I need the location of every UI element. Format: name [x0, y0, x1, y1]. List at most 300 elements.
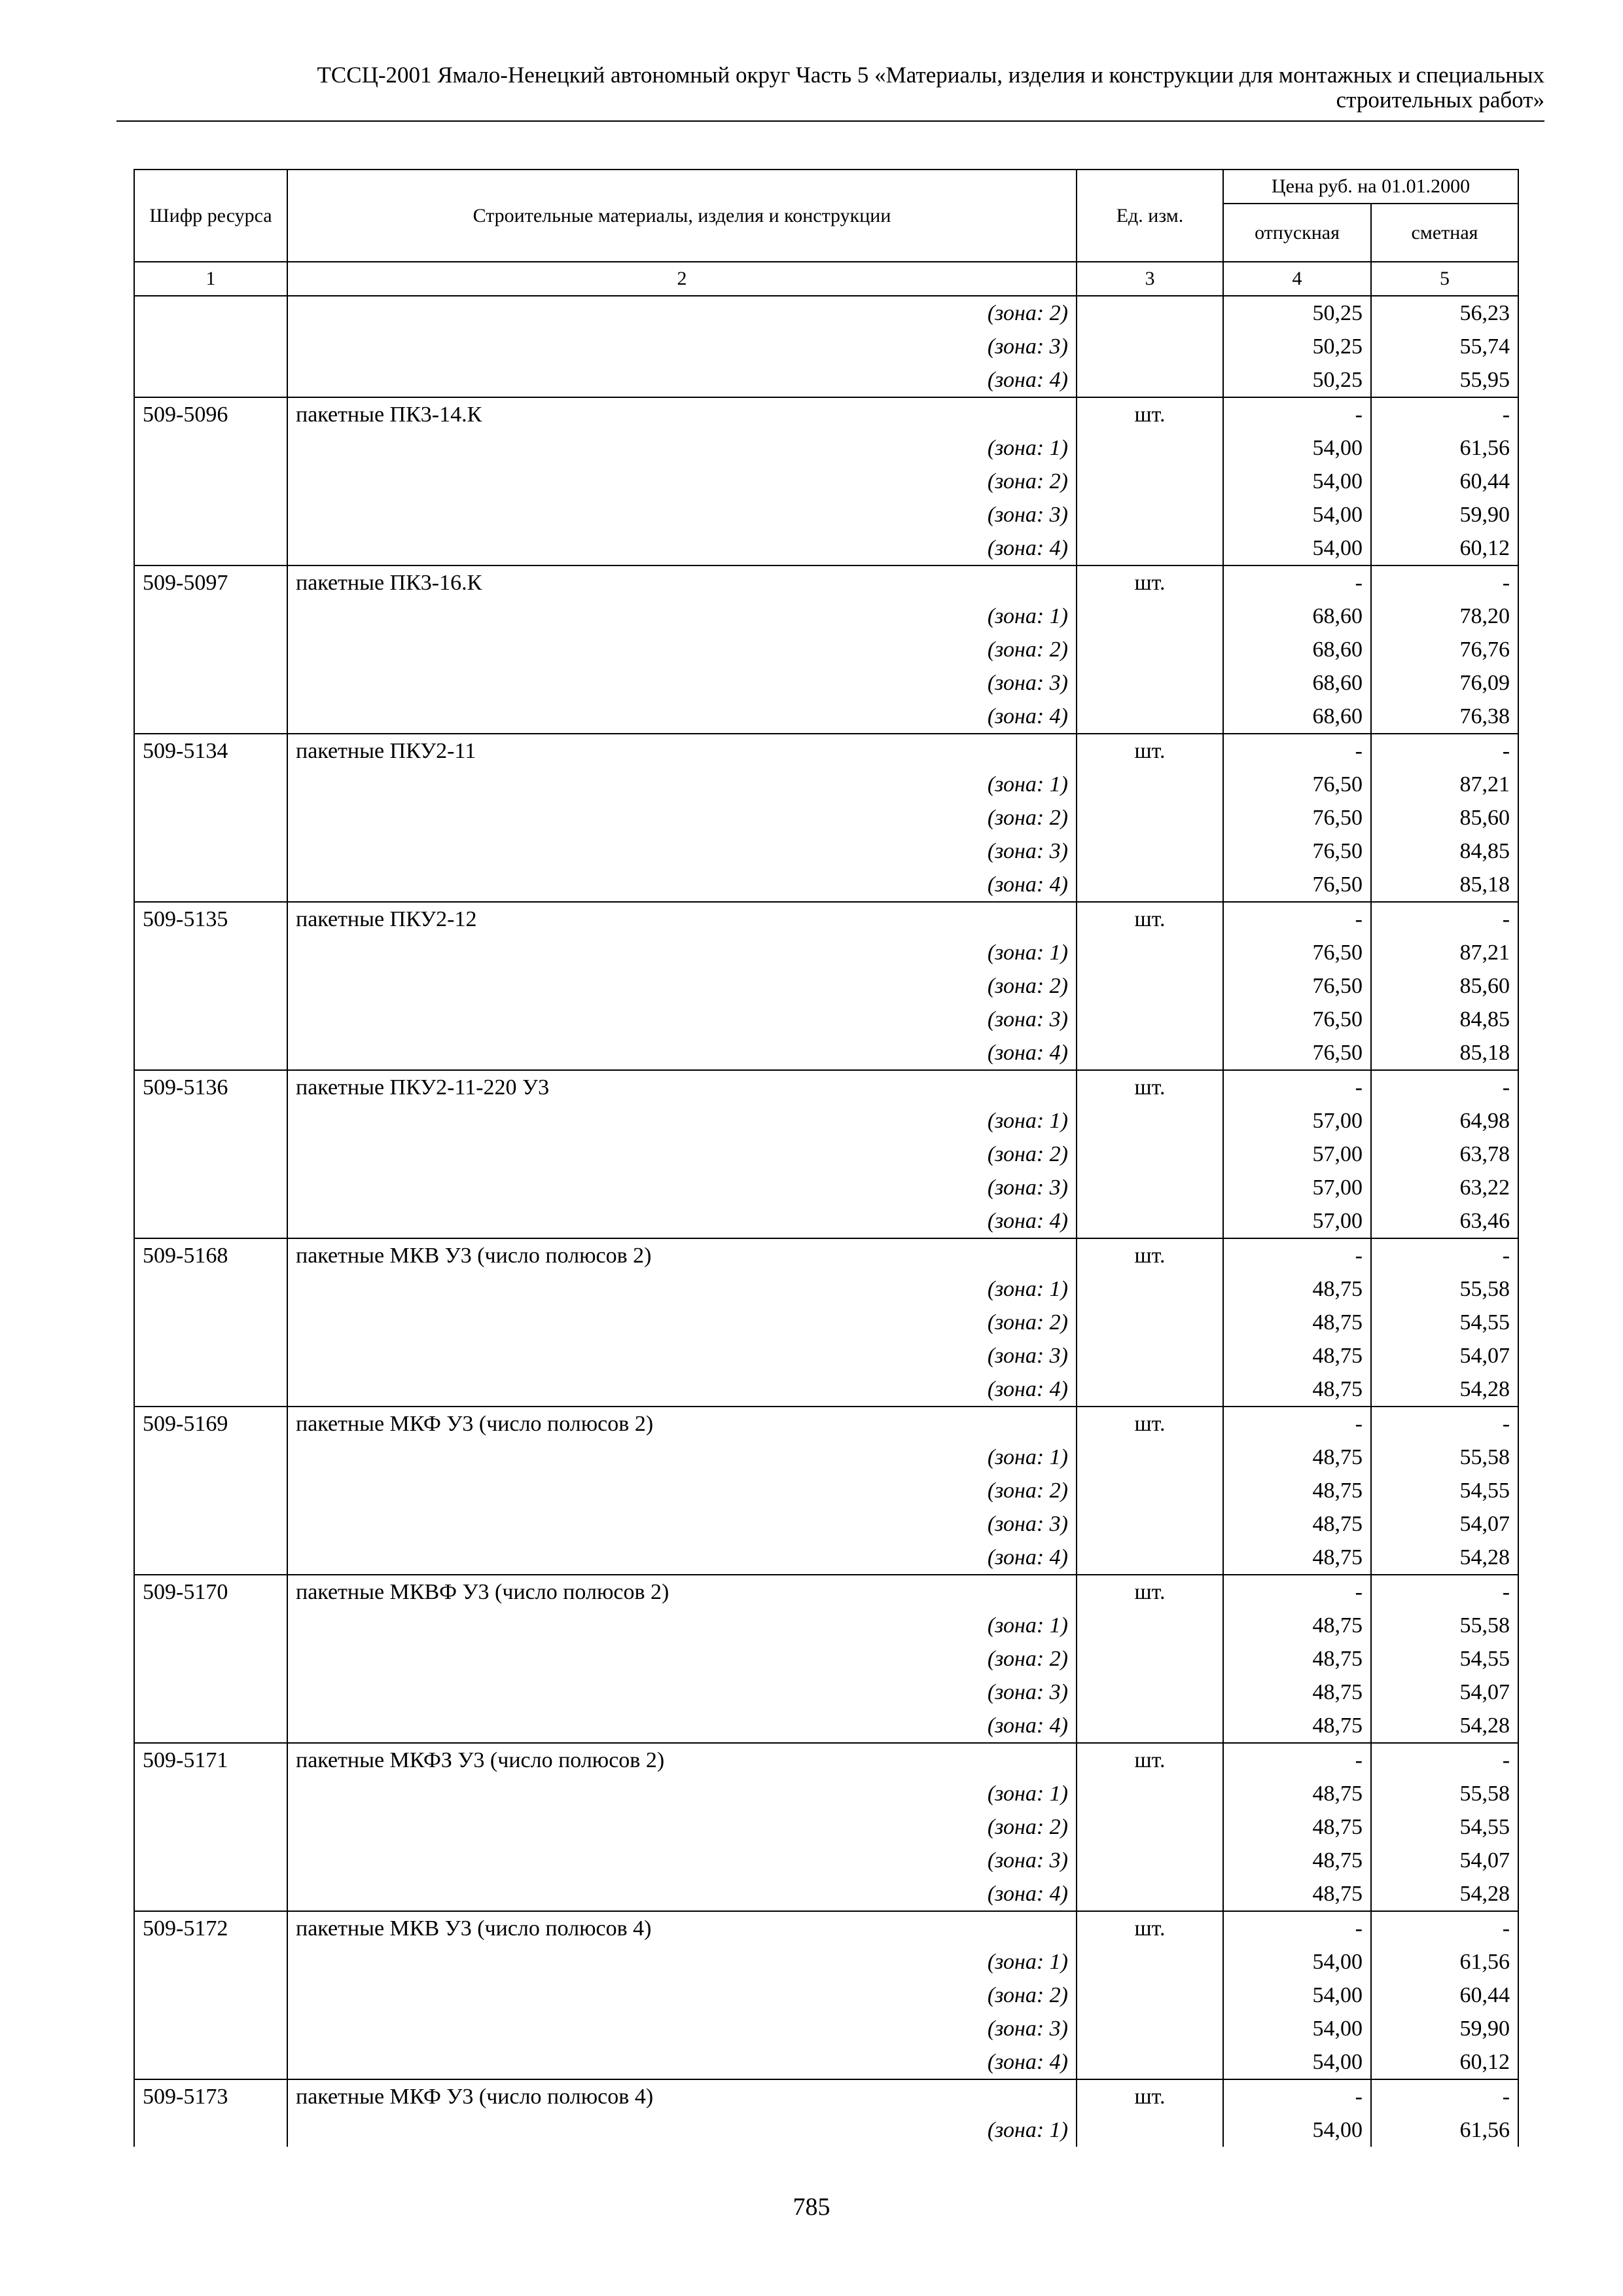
- zone-label: (зона: 2): [287, 969, 1077, 1003]
- zone-label: (зона: 2): [287, 633, 1077, 666]
- zone-price-row: [134, 1777, 1518, 1810]
- release-price: 76,50: [1223, 1036, 1371, 1070]
- empty-cell: [1077, 834, 1223, 868]
- empty-cell: [134, 363, 287, 397]
- zone-price-row: [134, 1945, 1518, 1979]
- release-price: 48,75: [1223, 1272, 1371, 1306]
- empty-cell: [1077, 1441, 1223, 1474]
- zone-label: (зона: 2): [287, 465, 1077, 498]
- zone-label: (зона: 3): [287, 1507, 1077, 1541]
- zone-label: (зона: 2): [287, 801, 1077, 834]
- resource-row: [134, 1575, 1518, 1609]
- estimate-price: -: [1371, 1070, 1518, 1104]
- estimate-price: 54,07: [1371, 1339, 1518, 1372]
- zone-label: (зона: 2): [287, 296, 1077, 330]
- empty-cell: [134, 1609, 287, 1642]
- release-price: 57,00: [1223, 1204, 1371, 1238]
- estimate-price: 59,90: [1371, 2012, 1518, 2045]
- release-price: 48,75: [1223, 1844, 1371, 1877]
- empty-cell: [134, 633, 287, 666]
- empty-cell: [134, 1709, 287, 1743]
- zone-price-row: [134, 633, 1518, 666]
- zone-label: (зона: 4): [287, 1877, 1077, 1911]
- zone-price-row: [134, 1609, 1518, 1642]
- release-price: 76,50: [1223, 768, 1371, 801]
- empty-cell: [134, 465, 287, 498]
- resource-unit: шт.: [1077, 1911, 1223, 1945]
- zone-price-row: [134, 969, 1518, 1003]
- zone-label: (зона: 4): [287, 1541, 1077, 1575]
- empty-cell: [1077, 1507, 1223, 1541]
- empty-cell: [1077, 666, 1223, 700]
- zone-label: (зона: 3): [287, 666, 1077, 700]
- estimate-price: 54,28: [1371, 1709, 1518, 1743]
- resource-row: [134, 1070, 1518, 1104]
- estimate-price: 61,56: [1371, 1945, 1518, 1979]
- estimate-price: 63,22: [1371, 1171, 1518, 1204]
- release-price: 54,00: [1223, 531, 1371, 565]
- release-price: 48,75: [1223, 1441, 1371, 1474]
- estimate-price: 54,07: [1371, 1676, 1518, 1709]
- column-number: 4: [1223, 262, 1371, 296]
- zone-label: (зона: 4): [287, 2045, 1077, 2079]
- release-price: 48,75: [1223, 1507, 1371, 1541]
- estimate-price: 85,60: [1371, 969, 1518, 1003]
- zone-label: (зона: 3): [287, 330, 1077, 363]
- resource-code: 509-5136: [134, 1070, 287, 1104]
- zone-price-row: [134, 1642, 1518, 1676]
- resource-name: пакетные МКФЗ У3 (число полюсов 2): [287, 1743, 1077, 1777]
- zone-price-row: [134, 1272, 1518, 1306]
- empty-cell: [1077, 1104, 1223, 1138]
- estimate-price: 78,20: [1371, 600, 1518, 633]
- empty-cell: [1077, 1877, 1223, 1911]
- estimate-price: 55,74: [1371, 330, 1518, 363]
- empty-cell: [1077, 969, 1223, 1003]
- zone-price-row: [134, 1474, 1518, 1507]
- empty-cell: [1077, 1474, 1223, 1507]
- zone-price-row: [134, 2045, 1518, 2079]
- zone-label: (зона: 1): [287, 600, 1077, 633]
- empty-cell: [1077, 1810, 1223, 1844]
- empty-cell: [134, 1777, 287, 1810]
- zone-label: (зона: 3): [287, 2012, 1077, 2045]
- zone-price-row: [134, 1441, 1518, 1474]
- zone-label: (зона: 1): [287, 431, 1077, 465]
- empty-cell: [1077, 868, 1223, 902]
- empty-cell: [1077, 2012, 1223, 2045]
- empty-cell: [134, 1306, 287, 1339]
- zone-price-row: [134, 1104, 1518, 1138]
- resource-code: 509-5170: [134, 1575, 287, 1609]
- release-price: 48,75: [1223, 1642, 1371, 1676]
- zone-price-row: [134, 330, 1518, 363]
- resource-row: [134, 1407, 1518, 1441]
- release-price: 76,50: [1223, 834, 1371, 868]
- empty-cell: [134, 600, 287, 633]
- zone-label: (зона: 4): [287, 1204, 1077, 1238]
- zone-price-row: [134, 1003, 1518, 1036]
- estimate-price: 59,90: [1371, 498, 1518, 531]
- empty-cell: [134, 1138, 287, 1171]
- zone-price-row: [134, 1877, 1518, 1911]
- empty-cell: [1077, 1709, 1223, 1743]
- estimate-price: 54,55: [1371, 1474, 1518, 1507]
- empty-cell: [1077, 296, 1223, 330]
- resource-unit: шт.: [1077, 1070, 1223, 1104]
- estimate-price: -: [1371, 397, 1518, 431]
- zone-price-row: [134, 834, 1518, 868]
- zone-label: (зона: 1): [287, 768, 1077, 801]
- zone-label: (зона: 3): [287, 834, 1077, 868]
- empty-cell: [134, 2045, 287, 2079]
- estimate-price: 54,07: [1371, 1507, 1518, 1541]
- empty-cell: [1077, 1003, 1223, 1036]
- release-price: -: [1223, 1238, 1371, 1272]
- zone-price-row: [134, 2113, 1518, 2147]
- resource-unit: шт.: [1077, 565, 1223, 600]
- page-number: 785: [793, 2193, 830, 2221]
- estimate-price: -: [1371, 2079, 1518, 2113]
- resource-row: [134, 734, 1518, 768]
- estimate-price: 61,56: [1371, 2113, 1518, 2147]
- release-price: 76,50: [1223, 1003, 1371, 1036]
- zone-label: (зона: 1): [287, 2113, 1077, 2147]
- zone-price-row: [134, 801, 1518, 834]
- empty-cell: [134, 969, 287, 1003]
- empty-cell: [1077, 1541, 1223, 1575]
- zone-price-row: [134, 1979, 1518, 2012]
- empty-cell: [1077, 1036, 1223, 1070]
- estimate-price: 84,85: [1371, 834, 1518, 868]
- empty-cell: [134, 1272, 287, 1306]
- release-price: 48,75: [1223, 1877, 1371, 1911]
- zone-label: (зона: 4): [287, 531, 1077, 565]
- estimate-price: 55,58: [1371, 1777, 1518, 1810]
- empty-cell: [134, 1844, 287, 1877]
- estimate-price: 64,98: [1371, 1104, 1518, 1138]
- resource-name: пакетные МКФ У3 (число полюсов 2): [287, 1407, 1077, 1441]
- resource-unit: шт.: [1077, 397, 1223, 431]
- release-price: 48,75: [1223, 1372, 1371, 1407]
- zone-label: (зона: 1): [287, 1777, 1077, 1810]
- zone-price-row: [134, 1541, 1518, 1575]
- empty-cell: [134, 431, 287, 465]
- estimate-price: 76,09: [1371, 666, 1518, 700]
- estimate-price: 54,55: [1371, 1642, 1518, 1676]
- zone-price-row: [134, 868, 1518, 902]
- release-price: 50,25: [1223, 330, 1371, 363]
- resource-unit: шт.: [1077, 734, 1223, 768]
- zone-label: (зона: 2): [287, 1474, 1077, 1507]
- empty-cell: [1077, 363, 1223, 397]
- empty-cell: [134, 1036, 287, 1070]
- column-number: 5: [1371, 262, 1518, 296]
- empty-cell: [1077, 1171, 1223, 1204]
- price-table: [134, 169, 1519, 2147]
- resource-code: 509-5096: [134, 397, 287, 431]
- resource-name: пакетные МКФ У3 (число полюсов 4): [287, 2079, 1077, 2113]
- zone-price-row: [134, 431, 1518, 465]
- resource-row: [134, 565, 1518, 600]
- release-price: 48,75: [1223, 1474, 1371, 1507]
- zone-label: (зона: 1): [287, 936, 1077, 969]
- empty-cell: [134, 1171, 287, 1204]
- zone-label: (зона: 2): [287, 1642, 1077, 1676]
- empty-cell: [1077, 600, 1223, 633]
- estimate-price: -: [1371, 1743, 1518, 1777]
- empty-cell: [134, 296, 287, 330]
- resource-row: [134, 1238, 1518, 1272]
- resource-unit: шт.: [1077, 2079, 1223, 2113]
- zone-label: (зона: 2): [287, 1810, 1077, 1844]
- zone-price-row: [134, 1507, 1518, 1541]
- zone-label: (зона: 1): [287, 1945, 1077, 1979]
- resource-row: [134, 397, 1518, 431]
- empty-cell: [134, 1204, 287, 1238]
- zone-label: (зона: 3): [287, 1171, 1077, 1204]
- resource-row: [134, 902, 1518, 936]
- release-price: 54,00: [1223, 2012, 1371, 2045]
- empty-cell: [1077, 1676, 1223, 1709]
- empty-cell: [1077, 633, 1223, 666]
- zone-price-row: [134, 2012, 1518, 2045]
- resource-name: пакетные МКВФ У3 (число полюсов 2): [287, 1575, 1077, 1609]
- zone-label: (зона: 1): [287, 1441, 1077, 1474]
- running-header: [196, 63, 1544, 113]
- empty-cell: [1077, 768, 1223, 801]
- empty-cell: [1077, 1642, 1223, 1676]
- empty-cell: [134, 936, 287, 969]
- empty-cell: [134, 1339, 287, 1372]
- estimate-price: 55,58: [1371, 1272, 1518, 1306]
- empty-cell: [134, 1104, 287, 1138]
- zone-price-row: [134, 1844, 1518, 1877]
- estimate-price: -: [1371, 902, 1518, 936]
- column-header-release-price: отпускная: [1223, 204, 1371, 262]
- price-table-body: [134, 296, 1518, 2147]
- empty-cell: [134, 700, 287, 734]
- zone-price-row: [134, 1709, 1518, 1743]
- release-price: -: [1223, 397, 1371, 431]
- estimate-price: 60,44: [1371, 1979, 1518, 2012]
- zone-price-row: [134, 363, 1518, 397]
- zone-label: (зона: 4): [287, 700, 1077, 734]
- release-price: 76,50: [1223, 801, 1371, 834]
- empty-cell: [134, 1372, 287, 1407]
- release-price: -: [1223, 1743, 1371, 1777]
- release-price: 57,00: [1223, 1104, 1371, 1138]
- release-price: 48,75: [1223, 1676, 1371, 1709]
- zone-price-row: [134, 700, 1518, 734]
- estimate-price: 85,18: [1371, 868, 1518, 902]
- zone-price-row: [134, 1676, 1518, 1709]
- empty-cell: [1077, 936, 1223, 969]
- release-price: 68,60: [1223, 633, 1371, 666]
- zone-label: (зона: 4): [287, 363, 1077, 397]
- resource-row: [134, 1743, 1518, 1777]
- estimate-price: 76,38: [1371, 700, 1518, 734]
- empty-cell: [1077, 1339, 1223, 1372]
- zone-price-row: [134, 1810, 1518, 1844]
- zone-price-row: [134, 465, 1518, 498]
- estimate-price: -: [1371, 734, 1518, 768]
- estimate-price: 60,12: [1371, 531, 1518, 565]
- column-number: 1: [134, 262, 287, 296]
- zone-price-row: [134, 600, 1518, 633]
- resource-row: [134, 2079, 1518, 2113]
- empty-cell: [134, 1474, 287, 1507]
- column-header-code: Шифр ресурса: [134, 170, 287, 262]
- release-price: 68,60: [1223, 700, 1371, 734]
- release-price: -: [1223, 902, 1371, 936]
- empty-cell: [134, 1642, 287, 1676]
- release-price: -: [1223, 1407, 1371, 1441]
- zone-label: (зона: 1): [287, 1609, 1077, 1642]
- release-price: 48,75: [1223, 1810, 1371, 1844]
- release-price: 48,75: [1223, 1709, 1371, 1743]
- resource-name: пакетные ПКУ2-11: [287, 734, 1077, 768]
- zone-label: (зона: 3): [287, 498, 1077, 531]
- empty-cell: [134, 1877, 287, 1911]
- zone-label: (зона: 3): [287, 1003, 1077, 1036]
- estimate-price: -: [1371, 565, 1518, 600]
- release-price: 76,50: [1223, 969, 1371, 1003]
- estimate-price: -: [1371, 1575, 1518, 1609]
- release-price: 54,00: [1223, 2113, 1371, 2147]
- resource-code: 509-5173: [134, 2079, 287, 2113]
- empty-cell: [1077, 1777, 1223, 1810]
- empty-cell: [134, 1507, 287, 1541]
- estimate-price: 54,28: [1371, 1877, 1518, 1911]
- resource-unit: шт.: [1077, 902, 1223, 936]
- estimate-price: 63,46: [1371, 1204, 1518, 1238]
- empty-cell: [134, 1810, 287, 1844]
- estimate-price: -: [1371, 1911, 1518, 1945]
- release-price: 48,75: [1223, 1777, 1371, 1810]
- release-price: 54,00: [1223, 431, 1371, 465]
- release-price: -: [1223, 1575, 1371, 1609]
- resource-name: пакетные ПК3-16.К: [287, 565, 1077, 600]
- estimate-price: 60,44: [1371, 465, 1518, 498]
- column-header-name: Строительные материалы, изделия и конструкции: [287, 170, 1077, 262]
- empty-cell: [1077, 431, 1223, 465]
- release-price: 50,25: [1223, 296, 1371, 330]
- empty-cell: [134, 498, 287, 531]
- resource-code: 509-5171: [134, 1743, 287, 1777]
- zone-label: (зона: 4): [287, 1709, 1077, 1743]
- zone-price-row: [134, 1138, 1518, 1171]
- estimate-price: 84,85: [1371, 1003, 1518, 1036]
- resource-name: пакетные ПК3-14.К: [287, 397, 1077, 431]
- resource-code: 509-5168: [134, 1238, 287, 1272]
- release-price: 57,00: [1223, 1138, 1371, 1171]
- price-table-header: [134, 170, 1518, 296]
- empty-cell: [1077, 700, 1223, 734]
- empty-cell: [134, 2113, 287, 2147]
- release-price: 57,00: [1223, 1171, 1371, 1204]
- empty-cell: [1077, 2113, 1223, 2147]
- estimate-price: 54,07: [1371, 1844, 1518, 1877]
- estimate-price: 56,23: [1371, 296, 1518, 330]
- column-header-estimate-price: сметная: [1371, 204, 1518, 262]
- estimate-price: 63,78: [1371, 1138, 1518, 1171]
- empty-cell: [134, 1945, 287, 1979]
- header-divider: [116, 120, 1544, 122]
- empty-cell: [134, 1541, 287, 1575]
- empty-cell: [134, 330, 287, 363]
- empty-cell: [1077, 498, 1223, 531]
- release-price: -: [1223, 1070, 1371, 1104]
- zone-label: (зона: 3): [287, 1676, 1077, 1709]
- release-price: 54,00: [1223, 1979, 1371, 2012]
- estimate-price: 85,18: [1371, 1036, 1518, 1070]
- estimate-price: 54,28: [1371, 1541, 1518, 1575]
- empty-cell: [134, 1003, 287, 1036]
- zone-label: (зона: 2): [287, 1979, 1077, 2012]
- estimate-price: -: [1371, 1238, 1518, 1272]
- estimate-price: 54,28: [1371, 1372, 1518, 1407]
- estimate-price: 55,58: [1371, 1609, 1518, 1642]
- release-price: 54,00: [1223, 2045, 1371, 2079]
- zone-label: (зона: 2): [287, 1138, 1077, 1171]
- column-number: 3: [1077, 262, 1223, 296]
- resource-unit: шт.: [1077, 1575, 1223, 1609]
- estimate-price: 85,60: [1371, 801, 1518, 834]
- empty-cell: [134, 1441, 287, 1474]
- estimate-price: 55,95: [1371, 363, 1518, 397]
- release-price: 76,50: [1223, 868, 1371, 902]
- estimate-price: 55,58: [1371, 1441, 1518, 1474]
- empty-cell: [1077, 531, 1223, 565]
- resource-unit: шт.: [1077, 1238, 1223, 1272]
- zone-price-row: [134, 296, 1518, 330]
- column-number: 2: [287, 262, 1077, 296]
- zone-price-row: [134, 1204, 1518, 1238]
- resource-code: 509-5134: [134, 734, 287, 768]
- running-header-line-2: строительных работ»: [1336, 87, 1544, 113]
- zone-price-row: [134, 498, 1518, 531]
- estimate-price: 76,76: [1371, 633, 1518, 666]
- zone-price-row: [134, 1372, 1518, 1407]
- estimate-price: 54,55: [1371, 1810, 1518, 1844]
- release-price: -: [1223, 2079, 1371, 2113]
- resource-name: пакетные МКВ У3 (число полюсов 4): [287, 1911, 1077, 1945]
- release-price: -: [1223, 734, 1371, 768]
- resource-name: пакетные ПКУ2-12: [287, 902, 1077, 936]
- zone-label: (зона: 2): [287, 1306, 1077, 1339]
- zone-label: (зона: 1): [287, 1104, 1077, 1138]
- release-price: 54,00: [1223, 465, 1371, 498]
- resource-name: пакетные МКВ У3 (число полюсов 2): [287, 1238, 1077, 1272]
- empty-cell: [134, 666, 287, 700]
- zone-price-row: [134, 1339, 1518, 1372]
- release-price: -: [1223, 1911, 1371, 1945]
- zone-price-row: [134, 531, 1518, 565]
- estimate-price: 87,21: [1371, 936, 1518, 969]
- zone-label: (зона: 4): [287, 868, 1077, 902]
- empty-cell: [1077, 330, 1223, 363]
- release-price: 54,00: [1223, 498, 1371, 531]
- release-price: 48,75: [1223, 1541, 1371, 1575]
- estimate-price: 87,21: [1371, 768, 1518, 801]
- empty-cell: [1077, 1844, 1223, 1877]
- zone-label: (зона: 1): [287, 1272, 1077, 1306]
- empty-cell: [1077, 1306, 1223, 1339]
- zone-label: (зона: 3): [287, 1339, 1077, 1372]
- empty-cell: [134, 1979, 287, 2012]
- running-header-line-1: ТССЦ-2001 Ямало-Ненецкий автономный округ Часть 5 «Материалы, изделия и конструкции для монтажных и специальных: [317, 62, 1544, 88]
